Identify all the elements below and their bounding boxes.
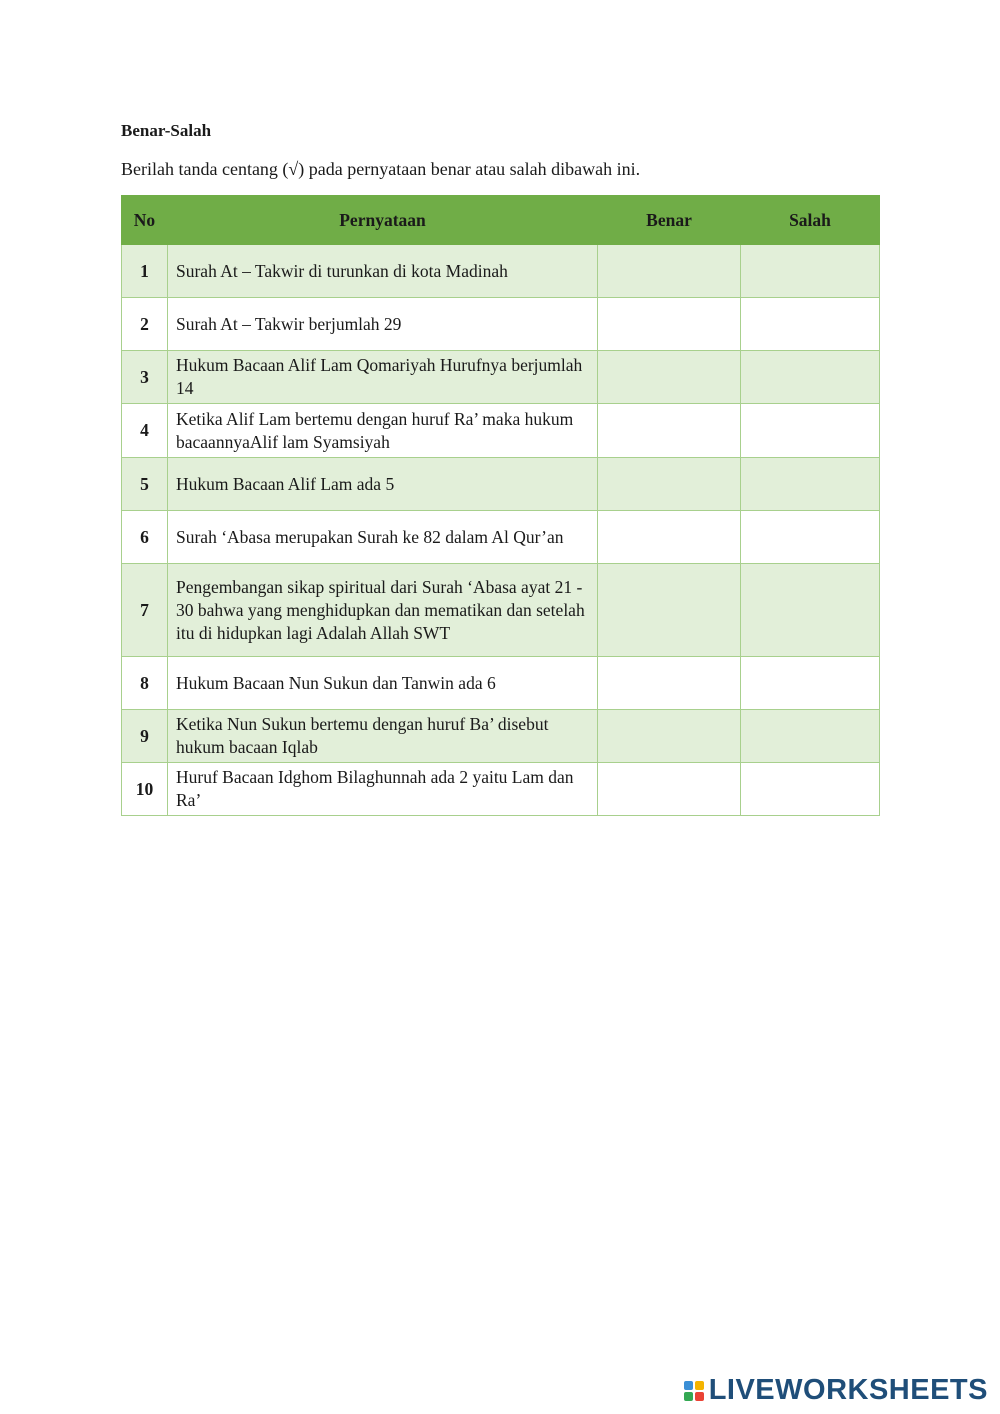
answer-false-cell[interactable] — [741, 245, 880, 298]
row-statement: Huruf Bacaan Idghom Bilaghunnah ada 2 yaitu Lam dan Ra’ — [168, 763, 598, 816]
row-number: 7 — [122, 564, 168, 657]
row-number: 9 — [122, 710, 168, 763]
answer-false-cell[interactable] — [741, 763, 880, 816]
row-number: 6 — [122, 511, 168, 564]
table-row — [122, 710, 880, 763]
answer-false-cell[interactable] — [741, 657, 880, 710]
liveworksheets-logo-icon — [684, 1381, 704, 1401]
row-number: 3 — [122, 351, 168, 404]
answer-true-cell[interactable] — [598, 657, 741, 710]
row-number: 5 — [122, 458, 168, 511]
row-statement: Surah At – Takwir di turunkan di kota Madinah — [168, 245, 598, 298]
row-statement: Hukum Bacaan Alif Lam ada 5 — [168, 458, 598, 511]
header-false: Salah — [741, 196, 880, 245]
table-row — [122, 458, 880, 511]
answer-false-cell[interactable] — [741, 564, 880, 657]
row-number: 10 — [122, 763, 168, 816]
row-statement: Ketika Alif Lam bertemu dengan huruf Ra’ maka hukum bacaannyaAlif lam Syamsiyah — [168, 404, 598, 458]
table-row — [122, 404, 880, 458]
header-statement: Pernyataan — [168, 196, 598, 245]
row-statement: Surah ‘Abasa merupakan Surah ke 82 dalam Al Qur’an — [168, 511, 598, 564]
table-row — [122, 245, 880, 298]
answer-true-cell[interactable] — [598, 511, 741, 564]
row-number: 4 — [122, 404, 168, 458]
logo-text: LIVEWORKSHEETS — [708, 1374, 988, 1406]
answer-true-cell[interactable] — [598, 404, 741, 458]
row-statement: Ketika Nun Sukun bertemu dengan huruf Ba’ disebut hukum bacaan Iqlab — [168, 710, 598, 763]
answer-false-cell[interactable] — [741, 511, 880, 564]
answer-true-cell[interactable] — [598, 564, 741, 657]
answer-true-cell[interactable] — [598, 245, 741, 298]
instruction-text: Berilah tanda centang (√) pada pernyataan benar atau salah dibawah ini. — [121, 159, 641, 179]
answer-true-cell[interactable] — [598, 710, 741, 763]
table-row — [122, 351, 880, 404]
answer-false-cell[interactable] — [741, 458, 880, 511]
table-row — [122, 657, 880, 710]
row-number: 2 — [122, 298, 168, 351]
row-statement: Pengembangan sikap spiritual dari Surah ‘Abasa ayat 21 - 30 bahwa yang menghidupkan dan mematikan dan setelah itu di hidupkan lagi Adalah Allah SWT — [168, 564, 598, 657]
liveworksheets-logo — [684, 1374, 988, 1407]
header-true: Benar — [598, 196, 741, 245]
table-header-row — [122, 196, 880, 245]
answer-true-cell[interactable] — [598, 351, 741, 404]
row-number: 1 — [122, 245, 168, 298]
row-number: 8 — [122, 657, 168, 710]
row-statement: Surah At – Takwir berjumlah 29 — [168, 298, 598, 351]
answer-false-cell[interactable] — [741, 710, 880, 763]
answer-false-cell[interactable] — [741, 351, 880, 404]
row-statement: Hukum Bacaan Alif Lam Qomariyah Hurufnya berjumlah 14 — [168, 351, 598, 404]
row-statement: Hukum Bacaan Nun Sukun dan Tanwin ada 6 — [168, 657, 598, 710]
table-row — [122, 564, 880, 657]
answer-true-cell[interactable] — [598, 458, 741, 511]
answer-false-cell[interactable] — [741, 298, 880, 351]
table-row — [122, 763, 880, 816]
table-row — [122, 298, 880, 351]
page-title: Benar-Salah — [121, 121, 212, 140]
true-false-table — [121, 195, 880, 816]
answer-true-cell[interactable] — [598, 298, 741, 351]
header-no: No — [122, 196, 168, 245]
answer-true-cell[interactable] — [598, 763, 741, 816]
answer-false-cell[interactable] — [741, 404, 880, 458]
table-row — [122, 511, 880, 564]
